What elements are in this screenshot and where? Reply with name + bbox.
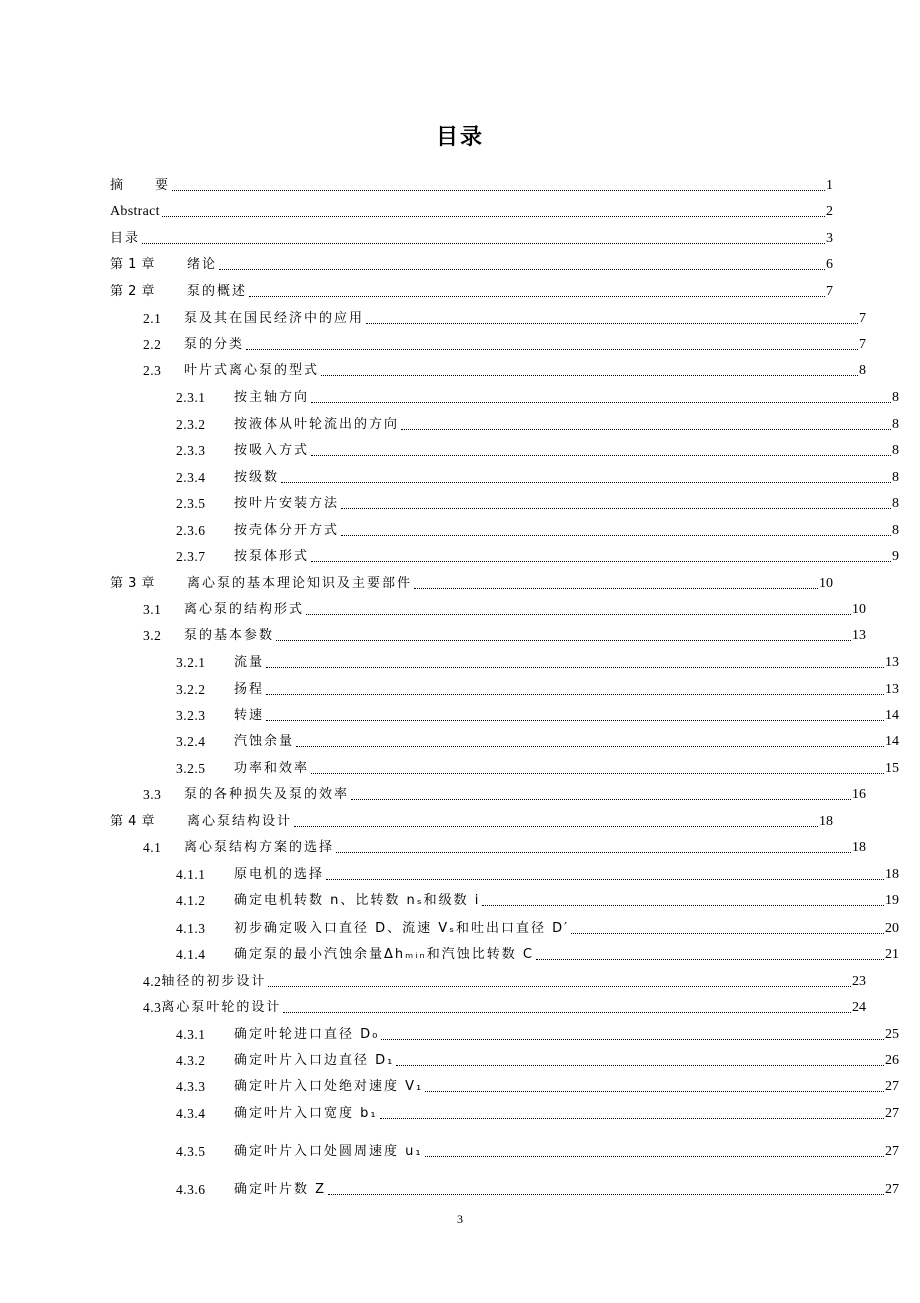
toc-entry-title: 轴径的初步设计 <box>161 974 267 989</box>
toc-entry[interactable] <box>110 543 899 565</box>
toc-entry-title: 初步确定吸入口直径 D、流速 Vₛ和吐出口直径 D′ <box>234 921 570 936</box>
dot-leader <box>266 693 884 695</box>
toc-entry-number: 第 3 章 <box>110 576 156 591</box>
dot-leader <box>296 745 884 747</box>
toc-entry-title: 流量 <box>234 655 265 670</box>
toc-entry-number: 4.3.1 <box>176 1027 206 1042</box>
toc-entry-page: 8 <box>892 417 899 432</box>
toc-entry-title: 泵的概述 <box>187 284 248 299</box>
toc-entry[interactable] <box>110 834 866 856</box>
toc-entry-number: 3.1 <box>143 602 162 617</box>
toc-entry-page: 23 <box>852 974 866 989</box>
toc-entry-title: 离心泵结构方案的选择 <box>184 840 335 855</box>
toc-entry[interactable] <box>110 676 899 698</box>
toc-entry-number: 第 2 章 <box>110 284 156 299</box>
toc-entry[interactable] <box>110 781 866 803</box>
dot-leader <box>536 958 884 960</box>
dot-leader <box>336 851 851 853</box>
toc-entry-page: 18 <box>852 840 866 855</box>
toc-entry[interactable] <box>110 357 866 379</box>
toc-entry-page: 7 <box>859 311 866 326</box>
toc-entry-title: 确定泵的最小汽蚀余量Δhₘᵢₙ和汽蚀比转数 C <box>234 947 534 962</box>
toc-entry-page: 19 <box>885 893 899 908</box>
toc-entry-number: 2.3.3 <box>176 443 206 458</box>
toc-entry-page: 27 <box>885 1079 899 1094</box>
toc-entry[interactable] <box>110 887 899 909</box>
toc-entry-number: 2.3.2 <box>176 417 206 432</box>
dot-leader <box>311 401 891 403</box>
toc-entry[interactable] <box>110 994 866 1016</box>
toc-entry[interactable] <box>110 1021 899 1043</box>
toc-entry-page: 15 <box>885 761 899 776</box>
toc-entry-number: 2.3.5 <box>176 496 206 511</box>
toc-entry-title: 确定电机转数 n、比转数 nₛ和级数 i <box>234 893 481 908</box>
dot-leader <box>380 1117 884 1119</box>
dot-leader <box>219 268 825 270</box>
toc-entry-number: 3.2.5 <box>176 761 206 776</box>
toc-entry[interactable] <box>110 1073 899 1095</box>
toc-entry-page: 9 <box>892 549 899 564</box>
toc-entry-number: 4.2 <box>143 974 162 989</box>
toc-entry[interactable] <box>110 517 899 539</box>
toc-entry[interactable] <box>110 278 833 300</box>
toc-entry-page: 10 <box>819 576 833 591</box>
toc-entry-title: 摘 要 <box>110 178 171 193</box>
toc-entry-page: 14 <box>885 708 899 723</box>
toc-entry-title: 泵及其在国民经济中的应用 <box>184 311 365 326</box>
toc-entry-number: 4.3.5 <box>176 1144 206 1159</box>
toc-entry[interactable] <box>110 861 899 883</box>
toc-entry-title: 泵的各种损失及泵的效率 <box>184 787 350 802</box>
dot-leader <box>341 534 891 536</box>
toc-entry-title: 离心泵的基本理论知识及主要部件 <box>187 576 413 591</box>
dot-leader <box>571 932 884 934</box>
toc-entry-number: 4.1.2 <box>176 893 206 908</box>
toc-entry[interactable] <box>110 755 899 777</box>
toc-entry[interactable] <box>110 198 833 220</box>
page-number: 3 <box>457 1212 463 1226</box>
toc-entry-page: 13 <box>852 628 866 643</box>
toc-entry-number: 第 1 章 <box>110 257 156 272</box>
dot-leader <box>266 666 884 668</box>
dot-leader <box>311 560 891 562</box>
toc-entry-page: 8 <box>892 523 899 538</box>
toc-entry-title: 确定叶片入口宽度 b₁ <box>234 1106 378 1121</box>
dot-leader <box>268 985 851 987</box>
toc-entry-title: 泵的基本参数 <box>184 628 275 643</box>
toc-entry-number: 2.3.7 <box>176 549 206 564</box>
toc-entry-number: 3.2.1 <box>176 655 206 670</box>
toc-entry-title: 按主轴方向 <box>234 390 310 405</box>
toc-entry[interactable] <box>110 941 899 963</box>
toc-entry-page: 20 <box>885 921 899 936</box>
toc-entry-number: 第 4 章 <box>110 814 156 829</box>
toc-entry-title: 按级数 <box>234 470 280 485</box>
toc-entry-page: 25 <box>885 1027 899 1042</box>
dot-leader <box>351 798 851 800</box>
dot-leader <box>283 1011 851 1013</box>
toc-entry[interactable] <box>110 702 899 724</box>
toc-entry-number: 4.3.6 <box>176 1182 206 1197</box>
toc-entry-number: 4.3.3 <box>176 1079 206 1094</box>
dot-leader <box>425 1155 884 1157</box>
toc-entry-page: 13 <box>885 655 899 670</box>
toc-entry[interactable] <box>110 411 899 433</box>
toc-entry-page: 10 <box>852 602 866 617</box>
toc-entry[interactable] <box>110 437 899 459</box>
toc-entry-page: 21 <box>885 947 899 962</box>
toc-entry[interactable] <box>110 808 833 830</box>
toc-entry-page: 7 <box>826 284 833 299</box>
toc-entry-title: 绪论 <box>187 257 218 272</box>
toc-entry[interactable] <box>110 172 833 194</box>
toc-entry-page: 16 <box>852 787 866 802</box>
toc-entry-title: 确定叶片入口处绝对速度 V₁ <box>234 1079 424 1094</box>
toc-entry-page: 8 <box>892 443 899 458</box>
toc-entry-page: 8 <box>892 390 899 405</box>
dot-leader <box>266 719 884 721</box>
toc-entry-page: 2 <box>826 204 833 219</box>
toc-entry-page: 27 <box>885 1144 899 1159</box>
toc-entry-page: 7 <box>859 337 866 352</box>
toc-entry[interactable] <box>110 1047 899 1069</box>
toc-entry-title: 转速 <box>234 708 265 723</box>
dot-leader <box>172 189 825 191</box>
toc-entry[interactable] <box>110 1138 899 1160</box>
toc-entry-page: 6 <box>826 257 833 272</box>
toc-entry[interactable] <box>110 251 833 273</box>
toc-entry-number: 3.2.4 <box>176 734 206 749</box>
toc-entry-page: 14 <box>885 734 899 749</box>
toc-entry-title: 确定叶片数 Z <box>234 1182 327 1197</box>
dot-leader <box>311 454 891 456</box>
toc-entry-title: 叶片式离心泵的型式 <box>184 363 320 378</box>
dot-leader <box>425 1090 884 1092</box>
toc-entry-title: 确定叶片入口边直径 D₁ <box>234 1053 395 1068</box>
toc-entry[interactable] <box>110 649 899 671</box>
toc-entry-number: 2.3.4 <box>176 470 206 485</box>
dot-leader <box>276 639 851 641</box>
toc-entry-number: 4.1 <box>143 840 162 855</box>
toc-entry-number: 4.1.1 <box>176 867 206 882</box>
dot-leader <box>294 825 818 827</box>
dot-leader <box>328 1193 884 1195</box>
toc-entry[interactable] <box>110 225 833 247</box>
dot-leader <box>311 772 884 774</box>
toc-entry-page: 27 <box>885 1182 899 1197</box>
toc-entry-title: 确定叶轮进口直径 D₀ <box>234 1027 380 1042</box>
toc-entry[interactable] <box>110 305 866 327</box>
toc-entry-title: 按壳体分开方式 <box>234 523 340 538</box>
dot-leader <box>341 507 891 509</box>
toc-entry-page: 3 <box>826 231 833 246</box>
toc-entry-title: 按叶片安装方法 <box>234 496 340 511</box>
toc-entry-title: 扬程 <box>234 682 265 697</box>
toc-entry-number: 3.3 <box>143 787 162 802</box>
toc-entry-page: 18 <box>819 814 833 829</box>
toc-entry-title: 按吸入方式 <box>234 443 310 458</box>
dot-leader <box>401 428 891 430</box>
toc-entry-title: 离心泵的结构形式 <box>184 602 305 617</box>
toc-entry[interactable] <box>110 728 899 750</box>
toc-entry[interactable] <box>110 968 866 990</box>
dot-leader <box>142 242 825 244</box>
toc-entry-title: 离心泵叶轮的设计 <box>161 1000 282 1015</box>
toc-entry-title: 功率和效率 <box>234 761 310 776</box>
toc-entry-title: 原电机的选择 <box>234 867 325 882</box>
toc-entry[interactable] <box>110 490 899 512</box>
toc-entry-number: 2.3 <box>143 363 162 378</box>
dot-leader <box>162 215 825 217</box>
toc-entry-title: 按液体从叶轮流出的方向 <box>234 417 400 432</box>
toc-entry-page: 1 <box>826 178 833 193</box>
toc-entry-title: 按泵体形式 <box>234 549 310 564</box>
dot-leader <box>281 481 891 483</box>
toc-entry-number: 2.1 <box>143 311 162 326</box>
toc-entry-page: 8 <box>892 470 899 485</box>
toc-entry-page: 24 <box>852 1000 866 1015</box>
toc-entry[interactable] <box>110 596 866 618</box>
toc-entry-number: 4.3.4 <box>176 1106 206 1121</box>
toc-entry-page: 13 <box>885 682 899 697</box>
toc-entry-title: Abstract <box>110 204 160 219</box>
dot-leader <box>246 348 858 350</box>
dot-leader <box>321 374 858 376</box>
toc-entry-number: 2.3.6 <box>176 523 206 538</box>
dot-leader <box>249 295 825 297</box>
toc-entry-page: 27 <box>885 1106 899 1121</box>
toc-entry-number: 3.2.3 <box>176 708 206 723</box>
toc-entry[interactable] <box>110 622 866 644</box>
toc-entry-page: 8 <box>892 496 899 511</box>
toc-entry-number: 4.1.3 <box>176 921 206 936</box>
toc-entry-number: 2.2 <box>143 337 162 352</box>
toc-entry-title: 目录 <box>110 231 141 246</box>
dot-leader <box>381 1038 884 1040</box>
toc-entry[interactable] <box>110 1100 899 1122</box>
dot-leader <box>306 613 851 615</box>
toc-entry-title: 泵的分类 <box>184 337 245 352</box>
toc-entry-number: 2.3.1 <box>176 390 206 405</box>
toc-entry[interactable] <box>110 1176 899 1198</box>
toc-entry-page: 18 <box>885 867 899 882</box>
toc-entry[interactable] <box>110 331 866 353</box>
dot-leader <box>326 878 884 880</box>
toc-entry-number: 4.1.4 <box>176 947 206 962</box>
toc-entry-title: 离心泵结构设计 <box>187 814 293 829</box>
toc-entry-page: 26 <box>885 1053 899 1068</box>
page-title: 目录 <box>435 125 484 150</box>
toc-entry-title: 确定叶片入口处圆周速度 u₁ <box>234 1144 423 1159</box>
dot-leader <box>482 904 884 906</box>
toc-entry-number: 4.3 <box>143 1000 162 1015</box>
toc-entry[interactable] <box>110 384 899 406</box>
toc-entry-page: 8 <box>859 363 866 378</box>
dot-leader <box>414 587 818 589</box>
dot-leader <box>396 1064 884 1066</box>
dot-leader <box>366 322 858 324</box>
toc-entry[interactable] <box>110 915 899 937</box>
toc-entry-title: 汽蚀余量 <box>234 734 295 749</box>
toc-entry[interactable] <box>110 464 899 486</box>
toc-entry-number: 3.2 <box>143 628 162 643</box>
toc-entry-number: 4.3.2 <box>176 1053 206 1068</box>
toc-entry-number: 3.2.2 <box>176 682 206 697</box>
toc-entry[interactable] <box>110 570 833 592</box>
